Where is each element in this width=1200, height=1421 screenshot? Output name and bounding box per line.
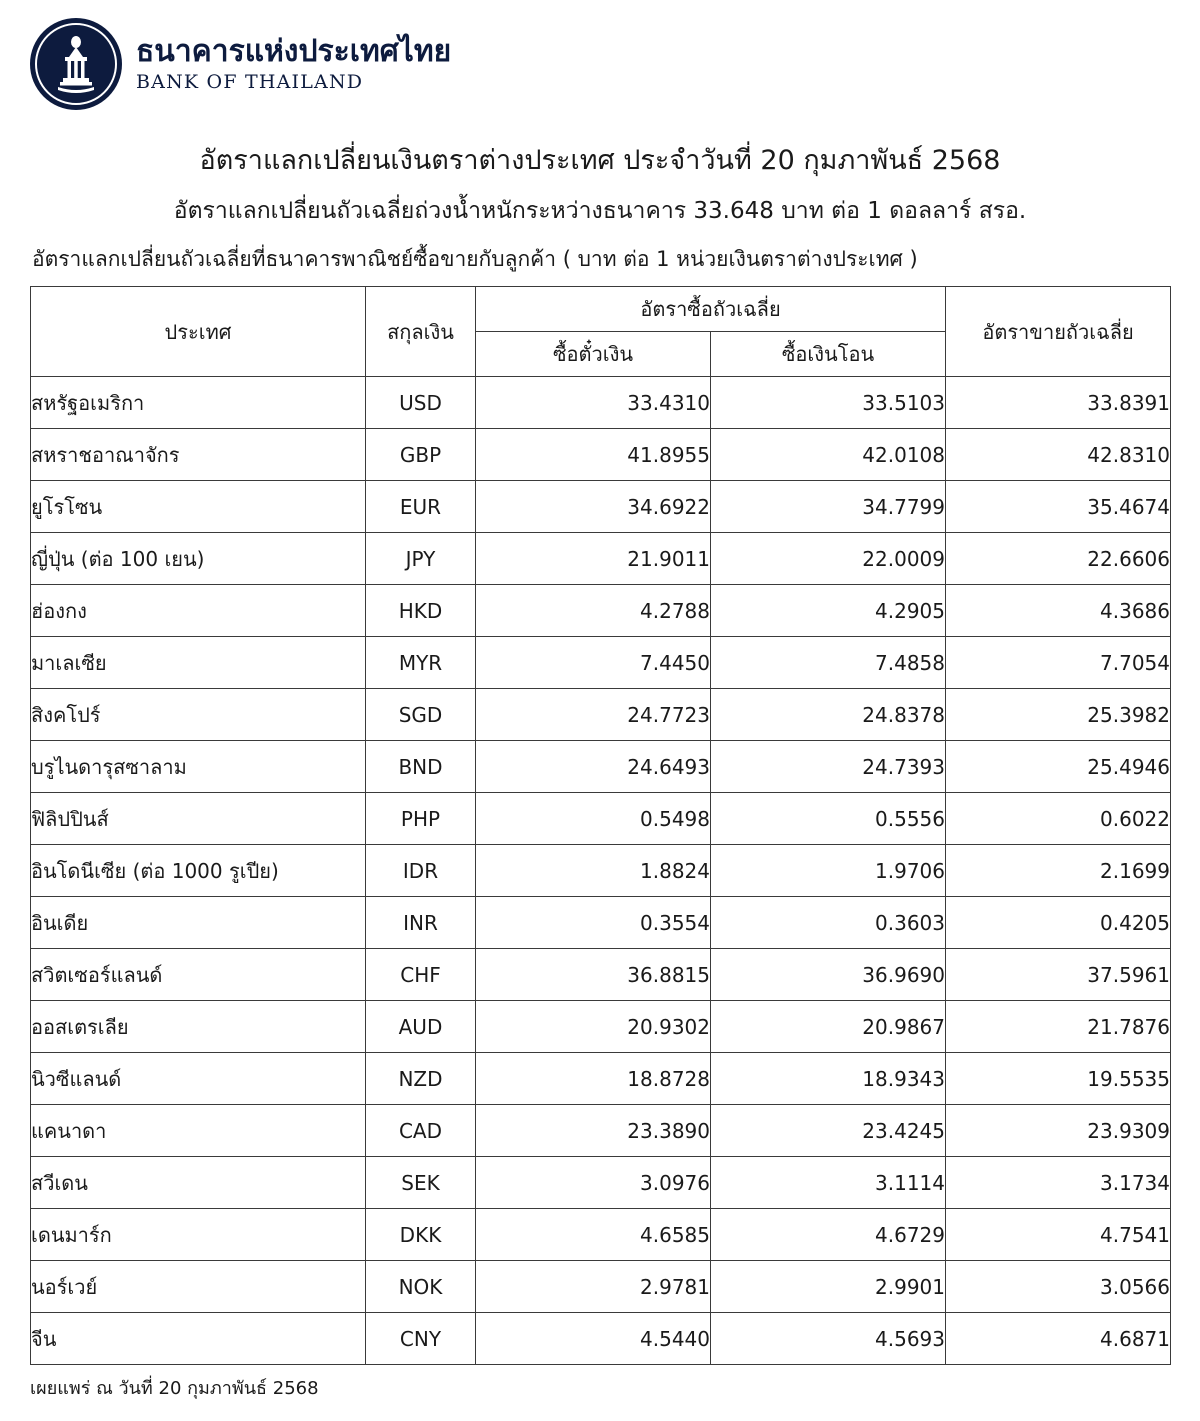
cell-buy-transfer: 22.0009 bbox=[711, 533, 946, 585]
cell-buy-transfer: 20.9867 bbox=[711, 1001, 946, 1053]
header-country: ประเทศ bbox=[31, 287, 366, 377]
cell-buy-sight: 24.6493 bbox=[476, 741, 711, 793]
cell-sell: 7.7054 bbox=[946, 637, 1171, 689]
cell-buy-sight: 20.9302 bbox=[476, 1001, 711, 1053]
cell-buy-transfer: 1.9706 bbox=[711, 845, 946, 897]
table-row bbox=[31, 1209, 1171, 1261]
cell-sell: 19.5535 bbox=[946, 1053, 1171, 1105]
cell-buy-transfer: 23.4245 bbox=[711, 1105, 946, 1157]
table-header-row-1 bbox=[31, 287, 1171, 332]
cell-sell: 25.4946 bbox=[946, 741, 1171, 793]
cell-sell: 0.4205 bbox=[946, 897, 1171, 949]
table-caption: อัตราแลกเปลี่ยนถัวเฉลี่ยที่ธนาคารพาณิชย์ซื้อขายกับลูกค้า ( บาท ต่อ 1 หน่วยเงินตราต่างประเทศ ) bbox=[32, 247, 918, 271]
cell-sell: 3.0566 bbox=[946, 1261, 1171, 1313]
cell-country: นิวซีแลนด์ bbox=[31, 1053, 366, 1105]
cell-country: สิงคโปร์ bbox=[31, 689, 366, 741]
cell-country: ยูโรโซน bbox=[31, 481, 366, 533]
cell-currency-code: SGD bbox=[366, 689, 476, 741]
cell-currency-code: EUR bbox=[366, 481, 476, 533]
table-row bbox=[31, 585, 1171, 637]
table-row bbox=[31, 429, 1171, 481]
cell-currency-code: PHP bbox=[366, 793, 476, 845]
cell-sell: 4.6871 bbox=[946, 1313, 1171, 1365]
cell-currency-code: CNY bbox=[366, 1313, 476, 1365]
cell-buy-transfer: 0.5556 bbox=[711, 793, 946, 845]
cell-buy-transfer: 34.7799 bbox=[711, 481, 946, 533]
table-row bbox=[31, 1261, 1171, 1313]
table-row bbox=[31, 1001, 1171, 1053]
cell-buy-sight: 4.5440 bbox=[476, 1313, 711, 1365]
cell-currency-code: NZD bbox=[366, 1053, 476, 1105]
cell-buy-transfer: 7.4858 bbox=[711, 637, 946, 689]
cell-sell: 4.7541 bbox=[946, 1209, 1171, 1261]
table-row bbox=[31, 637, 1171, 689]
cell-currency-code: DKK bbox=[366, 1209, 476, 1261]
page-title: อัตราแลกเปลี่ยนเงินตราต่างประเทศ ประจำวันที่ 20 กุมภาพันธ์ 2568 bbox=[199, 145, 1001, 176]
cell-sell: 21.7876 bbox=[946, 1001, 1171, 1053]
published-date: เผยแพร่ ณ วันที่ 20 กุมภาพันธ์ 2568 bbox=[30, 1378, 319, 1399]
cell-country: จีน bbox=[31, 1313, 366, 1365]
table-row bbox=[31, 1053, 1171, 1105]
cell-buy-transfer: 42.0108 bbox=[711, 429, 946, 481]
cell-buy-sight: 0.5498 bbox=[476, 793, 711, 845]
cell-buy-sight: 36.8815 bbox=[476, 949, 711, 1001]
header-buy-group: อัตราซื้อถัวเฉลี่ย bbox=[476, 287, 946, 332]
cell-buy-transfer: 4.2905 bbox=[711, 585, 946, 637]
bank-name-thai: ธนาคารแห่งประเทศไทย bbox=[136, 34, 452, 70]
cell-country: ออสเตรเลีย bbox=[31, 1001, 366, 1053]
cell-sell: 23.9309 bbox=[946, 1105, 1171, 1157]
cell-currency-code: BND bbox=[366, 741, 476, 793]
cell-currency-code: SEK bbox=[366, 1157, 476, 1209]
table-row bbox=[31, 1313, 1171, 1365]
table-row bbox=[31, 689, 1171, 741]
cell-currency-code: NOK bbox=[366, 1261, 476, 1313]
header-sell: อัตราขายถัวเฉลี่ย bbox=[946, 287, 1171, 377]
cell-country: สวีเดน bbox=[31, 1157, 366, 1209]
header-currency: สกุลเงิน bbox=[366, 287, 476, 377]
cell-sell: 25.3982 bbox=[946, 689, 1171, 741]
cell-country: อินเดีย bbox=[31, 897, 366, 949]
cell-country: บรูไนดารุสซาลาม bbox=[31, 741, 366, 793]
cell-buy-transfer: 0.3603 bbox=[711, 897, 946, 949]
cell-currency-code: AUD bbox=[366, 1001, 476, 1053]
cell-buy-sight: 34.6922 bbox=[476, 481, 711, 533]
cell-currency-code: GBP bbox=[366, 429, 476, 481]
cell-currency-code: INR bbox=[366, 897, 476, 949]
table-row bbox=[31, 897, 1171, 949]
cell-buy-transfer: 24.8378 bbox=[711, 689, 946, 741]
cell-sell: 2.1699 bbox=[946, 845, 1171, 897]
cell-sell: 22.6606 bbox=[946, 533, 1171, 585]
cell-country: ฟิลิปปินส์ bbox=[31, 793, 366, 845]
cell-buy-sight: 18.8728 bbox=[476, 1053, 711, 1105]
cell-country: มาเลเซีย bbox=[31, 637, 366, 689]
cell-buy-sight: 23.3890 bbox=[476, 1105, 711, 1157]
cell-currency-code: USD bbox=[366, 377, 476, 429]
cell-buy-sight: 4.2788 bbox=[476, 585, 711, 637]
cell-buy-sight: 4.6585 bbox=[476, 1209, 711, 1261]
bank-name-block bbox=[136, 35, 451, 93]
cell-currency-code: MYR bbox=[366, 637, 476, 689]
table-row bbox=[31, 533, 1171, 585]
bank-of-thailand-seal-icon bbox=[30, 18, 122, 110]
cell-buy-sight: 21.9011 bbox=[476, 533, 711, 585]
page-subtitle: อัตราแลกเปลี่ยนถัวเฉลี่ยถ่วงน้ำหนักระหว่างธนาคาร 33.648 บาท ต่อ 1 ดอลลาร์ สรอ. bbox=[173, 198, 1027, 224]
table-row bbox=[31, 845, 1171, 897]
table-row bbox=[31, 377, 1171, 429]
cell-currency-code: JPY bbox=[366, 533, 476, 585]
cell-buy-sight: 1.8824 bbox=[476, 845, 711, 897]
cell-currency-code: HKD bbox=[366, 585, 476, 637]
cell-sell: 0.6022 bbox=[946, 793, 1171, 845]
cell-country: ฮ่องกง bbox=[31, 585, 366, 637]
cell-buy-sight: 7.4450 bbox=[476, 637, 711, 689]
table-row bbox=[31, 1105, 1171, 1157]
cell-sell: 35.4674 bbox=[946, 481, 1171, 533]
cell-buy-sight: 24.7723 bbox=[476, 689, 711, 741]
cell-buy-transfer: 4.6729 bbox=[711, 1209, 946, 1261]
cell-buy-transfer: 33.5103 bbox=[711, 377, 946, 429]
cell-currency-code: CAD bbox=[366, 1105, 476, 1157]
cell-buy-sight: 41.8955 bbox=[476, 429, 711, 481]
title-block bbox=[30, 138, 1170, 229]
cell-country: ญี่ปุ่น (ต่อ 100 เยน) bbox=[31, 533, 366, 585]
cell-buy-transfer: 3.1114 bbox=[711, 1157, 946, 1209]
table-row bbox=[31, 481, 1171, 533]
cell-buy-transfer: 36.9690 bbox=[711, 949, 946, 1001]
cell-buy-transfer: 24.7393 bbox=[711, 741, 946, 793]
cell-buy-transfer: 18.9343 bbox=[711, 1053, 946, 1105]
cell-sell: 37.5961 bbox=[946, 949, 1171, 1001]
cell-country: สหราชอาณาจักร bbox=[31, 429, 366, 481]
cell-buy-sight: 0.3554 bbox=[476, 897, 711, 949]
cell-sell: 42.8310 bbox=[946, 429, 1171, 481]
cell-sell: 3.1734 bbox=[946, 1157, 1171, 1209]
cell-country: เดนมาร์ก bbox=[31, 1209, 366, 1261]
cell-sell: 33.8391 bbox=[946, 377, 1171, 429]
cell-sell: 4.3686 bbox=[946, 585, 1171, 637]
table-row bbox=[31, 793, 1171, 845]
cell-country: สหรัฐอเมริกา bbox=[31, 377, 366, 429]
cell-currency-code: IDR bbox=[366, 845, 476, 897]
bank-name-english: BANK OF THAILAND bbox=[136, 71, 364, 94]
header-buy-sight: ซื้อตั๋วเงิน bbox=[476, 332, 711, 377]
cell-country: นอร์เวย์ bbox=[31, 1261, 366, 1313]
cell-buy-transfer: 4.5693 bbox=[711, 1313, 946, 1365]
cell-country: สวิตเซอร์แลนด์ bbox=[31, 949, 366, 1001]
table-row bbox=[31, 949, 1171, 1001]
cell-buy-sight: 33.4310 bbox=[476, 377, 711, 429]
cell-buy-transfer: 2.9901 bbox=[711, 1261, 946, 1313]
table-row bbox=[31, 1157, 1171, 1209]
page-header bbox=[30, 0, 1170, 116]
exchange-rate-table bbox=[30, 286, 1171, 1365]
header-buy-transfer: ซื้อเงินโอน bbox=[711, 332, 946, 377]
cell-buy-sight: 3.0976 bbox=[476, 1157, 711, 1209]
table-row bbox=[31, 741, 1171, 793]
cell-buy-sight: 2.9781 bbox=[476, 1261, 711, 1313]
cell-country: แคนาดา bbox=[31, 1105, 366, 1157]
cell-country: อินโดนีเซีย (ต่อ 1000 รูเปีย) bbox=[31, 845, 366, 897]
cell-currency-code: CHF bbox=[366, 949, 476, 1001]
table-body bbox=[31, 377, 1171, 1365]
